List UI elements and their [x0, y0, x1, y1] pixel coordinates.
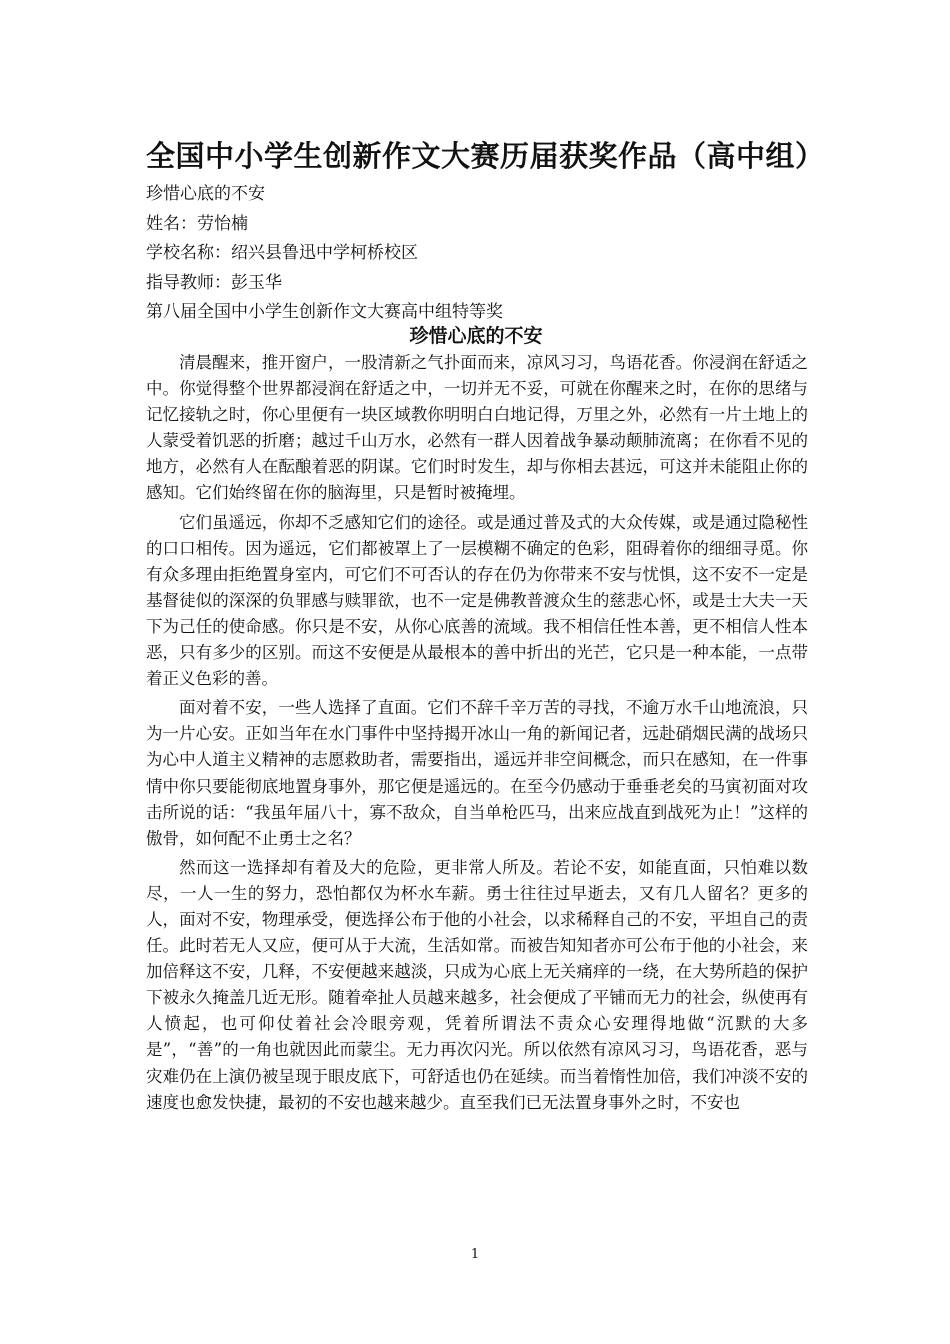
paragraph: 然而这一选择却有着及大的危险，更非常人所及。若论不安，如能直面，只怕难以数尽，一人一生的努力，恐怕都仅为杯水车薪。勇士往往过早逝去，又有几人留名？更多的人，面对不安，物理承受，便选择公布于他的小社会，以求稀释自己的不安，平坦自己的责任。此时若无人又应，便可从于大流，生活如常。而被告知知者亦可公布于他的小社会，来加倍释这不安，几释，不安便越来越淡，只成为心底上无关痛痒的一绕，在大势所趋的保护下被永久掩盖几近无形。随着牵扯人员越来越多，社会便成了平铺而无力的社会，纵使再有人愤起，也可仰仗着社会冷眼旁观，凭着所谓法不责众心安理得地做“沉默的大多是”，“善”的一角也就因此而蒙尘。无力再次闪光。所以依然有凉风习习，鸟语花香，恶与灾难仍在上演仍被呈现于眼皮底下，可舒适也仍在延续。而当着惰性加倍，我们冲淡不安的速度也愈发快捷，最初的不安也越来越少。直至我们已无法置身事外之时，不安也 [146, 857, 808, 1112]
essay-body [146, 350, 808, 1119]
document-title: 全国中小学生创新作文大赛历届获奖作品（高中组） [146, 139, 825, 173]
teacher-line: 指导教师：彭玉华 [146, 272, 282, 293]
essay-name-line: 珍惜心底的不安 [146, 184, 265, 204]
paragraph: 它们虽遥远，你却不乏感知它们的途径。或是通过普及式的大众传媒，或是通过隐秘性的口口相传。因为遥远，它们都被罩上了一层模糊不确定的色彩，阻碍着你的细细寻觅。你有众多理由拒绝置身室内，可它们不可否认的存在仍为你带来不安与忧惧，这不安不一定是基督徒似的深深的负罪感与赎罪欲，也不一定是佛教普渡众生的慈悲心怀，或是士大夫一天下为己任的使命感。你只是不安，从你心底善的流域。我不相信任性本善，更不相信人性本恶，只有多少的区别。而这不安便是从最根本的善中折出的光芒，它只是一种本能，一点带着正义色彩的善。 [146, 512, 808, 689]
paragraph: 面对着不安，一些人选择了直面。它们不辞千辛万苦的寻找，不逾万水千山地流浪，只为一片心安。正如当年在水门事件中坚持揭开冰山一角的新闻记者，远赴硝烟民满的战场只为心中人道主义精神的志愿救助者，需要指出，遥远并非空间概念，而只在感知，在一件事情中你只要能彻底地置身事外，那它便是遥远的。在至今仍感动于垂垂老矣的马寅初面对攻击所说的话：“我虽年届八十，寡不敌众，自当单枪匹马，出来应战直到战死为止！”这样的傲骨，如何配不止勇士之名？ [146, 698, 808, 848]
page-number: 1 [470, 1247, 480, 1262]
author-line: 姓名：劳怡楠 [146, 213, 248, 234]
paragraph: 清晨醒来，推开窗户，一股清新之气扑面而来，凉风习习，鸟语花香。你浸润在舒适之中。你觉得整个世界都浸润在舒适之中，一切并无不妥，可就在你醒来之时，在你的思绪与记忆接轨之时，你心里便有一块区域教你明明白白地记得，万里之外，必然有一片土地上的人蒙受着饥恶的折磨；越过千山万水，必然有一群人因着战争暴动颠肺流离；在你看不见的地方，必然有人在酝酿着恶的阴谋。它们时时发生，却与你相去甚远，可这并未能阻止你的感知。它们始终留在你的脑海里，只是暂时被掩埋。 [146, 353, 808, 503]
essay-title: 珍惜心底的不安 [409, 325, 543, 347]
school-line: 学校名称：绍兴县鲁迅中学柯桥校区 [146, 243, 418, 263]
award-line: 第八届全国中小学生创新作文大赛高中组特等奖 [146, 302, 503, 322]
essay-metadata [146, 180, 806, 328]
